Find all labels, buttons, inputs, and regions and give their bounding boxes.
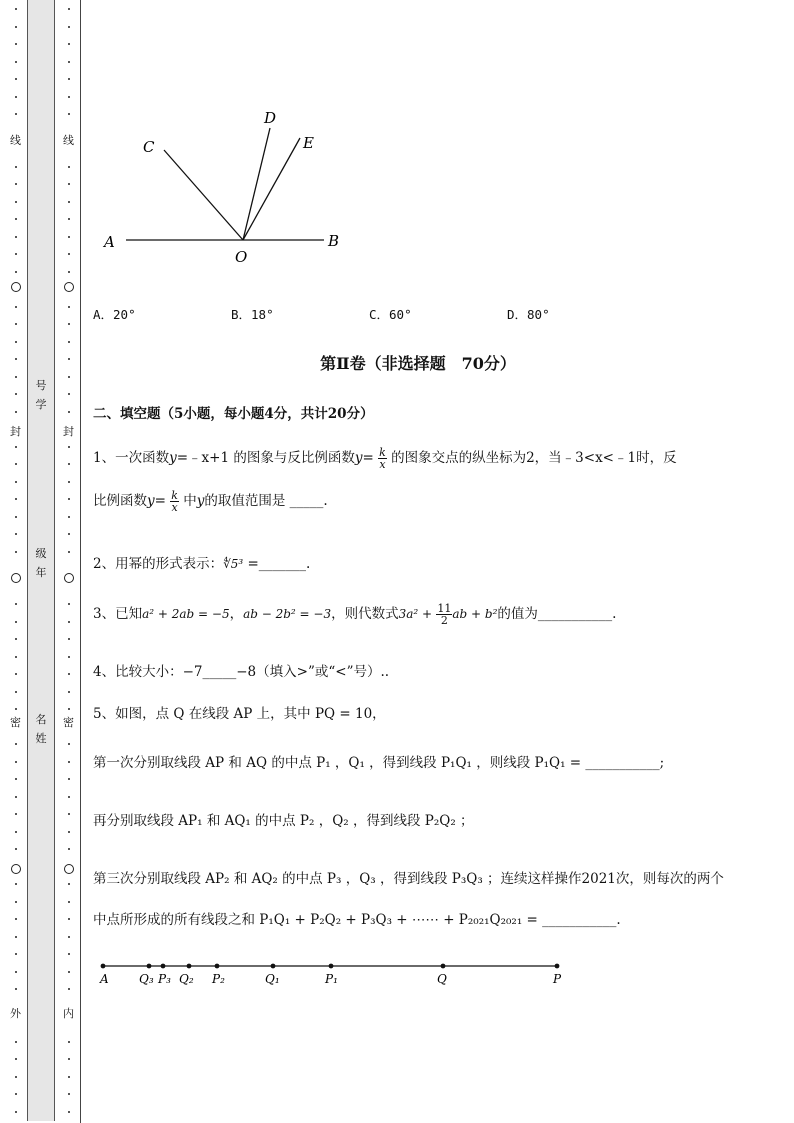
margin-dot xyxy=(15,78,17,80)
margin-dot xyxy=(15,446,17,448)
segment-point-label: P₃ xyxy=(158,972,171,986)
margin-dot xyxy=(15,901,17,903)
margin-circle-icon xyxy=(64,282,74,292)
margin-border-line xyxy=(80,0,81,1123)
margin-dot xyxy=(15,43,17,45)
segment-point xyxy=(441,964,446,969)
margin-dot xyxy=(15,743,17,745)
segment-point-label: Q xyxy=(437,972,447,986)
margin-dot xyxy=(15,1076,17,1078)
margin-dot xyxy=(15,463,17,465)
outer-label-mi: 密 xyxy=(10,716,21,729)
question-1-line-1: 1、一次函数y=﹣x+1 的图象与反比例函数y= $\frac{k}{x}$ 的图象交点的纵坐标为2，当﹣3<x<﹣1时，反 xyxy=(93,446,677,471)
margin-dot xyxy=(68,446,70,448)
margin-dot xyxy=(15,971,17,973)
margin-dot xyxy=(15,533,17,535)
margin-dot xyxy=(68,183,70,185)
segment-point-label: Q₂ xyxy=(179,972,194,986)
point-label-o: O xyxy=(235,248,248,266)
margin-dot xyxy=(68,813,70,815)
margin-dot xyxy=(68,498,70,500)
margin-dot xyxy=(68,831,70,833)
margin-dot xyxy=(15,341,17,343)
margin-dot xyxy=(68,8,70,10)
margin-dot xyxy=(15,253,17,255)
choice-a: A．20° xyxy=(93,307,136,322)
segment-point-label: Q₁ xyxy=(265,972,280,986)
margin-dot xyxy=(68,393,70,395)
margin-dot xyxy=(15,918,17,920)
question-4: 4、比较大小：−7_____−8（填入>”或“<”号）.. xyxy=(93,664,390,680)
segment-point-label: P₁ xyxy=(325,972,338,986)
outer-label-xian: 线 xyxy=(10,134,21,147)
margin-dot xyxy=(15,936,17,938)
point-label-d: D xyxy=(264,109,277,127)
margin-dot xyxy=(68,1058,70,1060)
student-number-field: 号 学 xyxy=(35,379,47,411)
margin-circle-icon xyxy=(11,282,21,292)
margin-dot xyxy=(68,61,70,63)
margin-dot xyxy=(68,1093,70,1095)
margin-dot xyxy=(68,796,70,798)
margin-dot xyxy=(68,1111,70,1113)
point-label-b: B xyxy=(328,232,340,250)
fraction-11-over-2: $\frac{11}{2}$ xyxy=(437,602,452,627)
margin-dot xyxy=(15,883,17,885)
margin-dot xyxy=(68,551,70,553)
margin-dot xyxy=(68,971,70,973)
margin-dot xyxy=(68,358,70,360)
margin-dot xyxy=(15,516,17,518)
binding-margin xyxy=(0,0,82,1123)
margin-dot xyxy=(68,673,70,675)
ray-oc xyxy=(164,150,243,240)
question-3: 3、已知a² + 2ab = −5，ab − 2b² = −3，则代数式3a² + $\frac{11}{2}$ ab + b²的值为___________. xyxy=(93,602,617,627)
margin-circle-icon xyxy=(64,864,74,874)
segment-point xyxy=(147,964,152,969)
choice-b: B．18° xyxy=(231,307,274,322)
margin-dot xyxy=(15,621,17,623)
margin-dot xyxy=(68,516,70,518)
margin-dot xyxy=(68,953,70,955)
fraction-k-over-x: $\frac{k}{x}$ xyxy=(379,446,386,471)
margin-dot xyxy=(15,1058,17,1060)
margin-dot xyxy=(68,988,70,990)
choice-d: D．80° xyxy=(507,307,550,322)
margin-dot xyxy=(68,656,70,658)
margin-dot xyxy=(68,341,70,343)
question-5-line-3: 再分别取线段 AP₁ 和 AQ₁ 的中点 P₂ ，Q₂ ，得到线段 P₂Q₂ ； xyxy=(93,813,474,829)
margin-dot xyxy=(15,673,17,675)
margin-dot xyxy=(15,1041,17,1043)
margin-dot xyxy=(15,376,17,378)
segment-point xyxy=(215,964,220,969)
margin-dot xyxy=(68,463,70,465)
margin-dot xyxy=(68,603,70,605)
margin-dot xyxy=(15,8,17,10)
margin-dot xyxy=(15,761,17,763)
margin-dot xyxy=(15,96,17,98)
margin-dot xyxy=(15,603,17,605)
margin-dot xyxy=(68,78,70,80)
margin-dot xyxy=(68,848,70,850)
margin-dot xyxy=(15,691,17,693)
margin-circle-icon xyxy=(11,864,21,874)
margin-dot xyxy=(15,988,17,990)
margin-dot xyxy=(68,481,70,483)
margin-dot xyxy=(15,498,17,500)
margin-dot xyxy=(68,778,70,780)
segment-diagram xyxy=(95,955,575,995)
margin-dot xyxy=(15,323,17,325)
margin-dot xyxy=(68,411,70,413)
name-field: 名 姓 xyxy=(35,713,47,745)
margin-dot xyxy=(15,481,17,483)
margin-dot xyxy=(68,26,70,28)
inner-label-feng: 封 xyxy=(63,425,74,438)
fraction-k-over-x-2: $\frac{k}{x}$ xyxy=(171,489,178,514)
margin-dot xyxy=(15,848,17,850)
margin-dot xyxy=(68,761,70,763)
margin-dot xyxy=(68,533,70,535)
ray-oe xyxy=(243,138,300,240)
margin-dot xyxy=(15,218,17,220)
question-2: 2、用幂的形式表示：∜5³ =_______. xyxy=(93,556,311,572)
segment-point-label: Q₃ xyxy=(139,972,154,986)
margin-circle-icon xyxy=(11,573,21,583)
point-label-a: A xyxy=(104,233,115,251)
margin-dot xyxy=(15,813,17,815)
margin-dot xyxy=(68,708,70,710)
margin-dot xyxy=(15,953,17,955)
inner-label-nei: 内 xyxy=(63,1007,74,1020)
margin-dot xyxy=(68,271,70,273)
inner-label-mi: 密 xyxy=(63,716,74,729)
margin-dot xyxy=(68,376,70,378)
inner-dotted-line xyxy=(63,0,75,1123)
margin-dot xyxy=(15,358,17,360)
margin-dot xyxy=(15,1111,17,1113)
margin-dot xyxy=(68,691,70,693)
margin-dot xyxy=(15,393,17,395)
grade-field: 级 年 xyxy=(35,547,47,579)
margin-dot xyxy=(15,113,17,115)
segment-point-label: P₂ xyxy=(212,972,225,986)
ray-od xyxy=(243,128,270,240)
margin-dot xyxy=(68,918,70,920)
margin-dot xyxy=(15,236,17,238)
margin-dot xyxy=(15,656,17,658)
question-5-line-2: 第一次分别取线段 AP 和 AQ 的中点 P₁ ，Q₁ ，得到线段 P₁Q₁ ，则线段 P₁Q₁ = ___________; xyxy=(93,755,665,771)
margin-dot xyxy=(68,323,70,325)
segment-point xyxy=(271,964,276,969)
margin-dot xyxy=(68,743,70,745)
outer-dotted-line xyxy=(10,0,22,1123)
question-5-line-5: 中点所形成的所有线段之和 P₁Q₁ + P₂Q₂ + P₃Q₃ + ⋯⋯ + P₂₀₂₁Q₂₀₂₁ = ___________. xyxy=(93,912,621,928)
segment-point xyxy=(555,964,560,969)
margin-dot xyxy=(68,901,70,903)
margin-dot xyxy=(15,708,17,710)
choice-c: C．60° xyxy=(369,307,412,322)
segment-point xyxy=(161,964,166,969)
margin-dot xyxy=(15,831,17,833)
question-1-line-2: 比例函数y= $\frac{k}{x}$ 中y的取值范围是 _____. xyxy=(93,489,328,514)
margin-dot xyxy=(15,166,17,168)
margin-dot xyxy=(68,253,70,255)
subsection-title: 二、填空题（5小题，每小题4分，共计20分） xyxy=(93,406,374,422)
section-title: 第Ⅱ卷（非选择题 70分） xyxy=(320,354,516,373)
margin-dot xyxy=(15,183,17,185)
margin-dot xyxy=(15,26,17,28)
margin-dot xyxy=(68,1076,70,1078)
margin-dot xyxy=(15,306,17,308)
margin-dot xyxy=(15,1093,17,1095)
margin-dot xyxy=(68,113,70,115)
student-info-band xyxy=(27,0,55,1121)
margin-dot xyxy=(68,883,70,885)
margin-dot xyxy=(68,96,70,98)
segment-point xyxy=(329,964,334,969)
margin-dot xyxy=(15,638,17,640)
segment-point-label: A xyxy=(100,972,109,986)
margin-dot xyxy=(68,218,70,220)
margin-dot xyxy=(15,201,17,203)
segment-point xyxy=(187,964,192,969)
point-label-e: E xyxy=(303,134,314,152)
outer-label-wai: 外 xyxy=(10,1007,21,1020)
point-label-c: C xyxy=(143,138,155,156)
margin-dot xyxy=(15,778,17,780)
question-5-line-4: 第三次分别取线段 AP₂ 和 AQ₂ 的中点 P₃ ，Q₃ ，得到线段 P₃Q₃ ；连续这样操作2021次，则每次的两个 xyxy=(93,871,724,887)
segment-point-label: P xyxy=(553,972,562,986)
margin-dot xyxy=(15,411,17,413)
outer-label-feng: 封 xyxy=(10,425,21,438)
margin-dot xyxy=(68,1041,70,1043)
margin-dot xyxy=(68,638,70,640)
margin-dot xyxy=(68,621,70,623)
margin-dot xyxy=(68,236,70,238)
margin-dot xyxy=(68,166,70,168)
margin-dot xyxy=(15,551,17,553)
question-5-line-1: 5、如图，点 Q 在线段 AP 上，其中 PQ = 10， xyxy=(93,706,386,722)
margin-circle-icon xyxy=(64,573,74,583)
margin-dot xyxy=(15,796,17,798)
margin-dot xyxy=(68,201,70,203)
margin-dot xyxy=(15,61,17,63)
segment-point xyxy=(101,964,106,969)
margin-dot xyxy=(15,271,17,273)
margin-dot xyxy=(68,306,70,308)
margin-dot xyxy=(68,43,70,45)
inner-label-xian: 线 xyxy=(63,134,74,147)
angle-diagram xyxy=(95,100,365,270)
margin-dot xyxy=(68,936,70,938)
